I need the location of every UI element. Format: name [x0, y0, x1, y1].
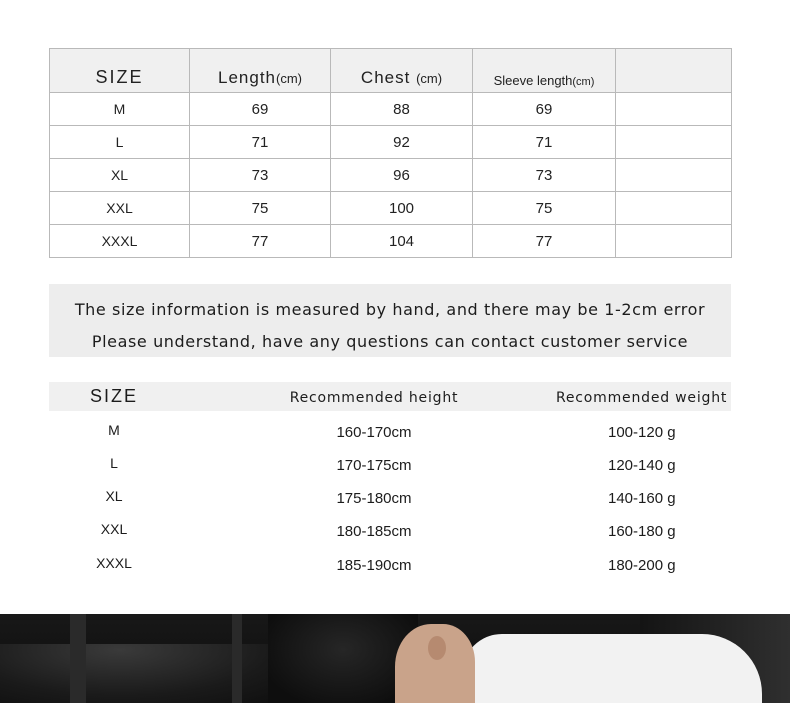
photo-ear: [428, 636, 446, 660]
rec-header-weight: Recommended weight: [556, 390, 728, 406]
rec-weight: 180-200 g: [608, 557, 676, 574]
rec-size: L: [110, 455, 118, 471]
model-photo: [0, 614, 790, 703]
rec-size: XL: [105, 488, 123, 504]
chest-cell: 100: [331, 192, 473, 225]
photo-pillar: [70, 614, 86, 703]
chest-cell: 96: [331, 159, 473, 192]
rec-height: 170-175cm: [336, 457, 412, 474]
sleeve-cell: 71: [473, 126, 616, 159]
rec-weight: 100-120 g: [608, 424, 676, 441]
rec-size: XXXL: [96, 555, 132, 571]
rec-header-height: Recommended height: [289, 390, 459, 406]
list-item: [49, 455, 731, 488]
header-length-label: Length: [218, 68, 276, 87]
table-row: [50, 192, 732, 225]
sleeve-cell: 77: [473, 225, 616, 258]
rec-weight: 140-160 g: [608, 490, 676, 507]
table-row: [50, 126, 732, 159]
rec-weight: 120-140 g: [608, 457, 676, 474]
chest-cell: 88: [331, 93, 473, 126]
length-cell: 69: [190, 93, 331, 126]
header-length: [190, 49, 331, 93]
rec-height: 180-185cm: [336, 523, 412, 540]
rec-size: M: [108, 422, 120, 438]
empty-cell: [616, 225, 732, 258]
length-cell: 73: [190, 159, 331, 192]
header-sleeve-unit: (cm): [572, 76, 595, 88]
size-cell: M: [50, 93, 190, 126]
rec-header-size: SIZE: [89, 386, 138, 406]
rec-height: 185-190cm: [336, 557, 412, 574]
header-sleeve-label: Sleeve length: [493, 73, 573, 88]
size-cell: L: [50, 126, 190, 159]
empty-cell: [616, 126, 732, 159]
rec-height: 175-180cm: [336, 490, 412, 507]
header-size: SIZE: [50, 49, 190, 93]
rec-weight: 160-180 g: [608, 523, 676, 540]
sleeve-cell: 73: [473, 159, 616, 192]
header-chest-label: Chest: [360, 68, 411, 87]
header-length-unit: (cm): [276, 71, 302, 86]
header-chest-unit: (cm): [416, 71, 443, 86]
size-chart-header-row: [50, 49, 732, 93]
size-chart-table: [49, 48, 732, 258]
list-item: [49, 521, 731, 554]
chest-cell: 104: [331, 225, 473, 258]
length-cell: 75: [190, 192, 331, 225]
sleeve-cell: 75: [473, 192, 616, 225]
size-cell: XXXL: [50, 225, 190, 258]
photo-pillar: [232, 614, 242, 703]
notice-line-2: Please understand, have any questions can contact customer service: [91, 332, 689, 351]
table-row: [50, 159, 732, 192]
list-item: [49, 555, 731, 588]
length-cell: 71: [190, 126, 331, 159]
chest-cell: 92: [331, 126, 473, 159]
rec-size: XXL: [100, 521, 128, 537]
header-empty: [616, 49, 732, 93]
recommendation-header: [49, 382, 731, 411]
header-chest: [331, 49, 473, 93]
empty-cell: [616, 93, 732, 126]
size-cell: XL: [50, 159, 190, 192]
header-sleeve: [473, 49, 616, 93]
photo-background-floor: [0, 644, 300, 703]
photo-shirt: [462, 634, 762, 703]
empty-cell: [616, 192, 732, 225]
length-cell: 77: [190, 225, 331, 258]
empty-cell: [616, 159, 732, 192]
list-item: [49, 488, 731, 521]
table-row: [50, 225, 732, 258]
list-item: [49, 422, 731, 455]
table-row: [50, 93, 732, 126]
size-cell: XXL: [50, 192, 190, 225]
measurement-notice: [49, 284, 731, 357]
notice-line-1: The size information is measured by hand, and there may be 1-2cm error: [74, 300, 706, 319]
sleeve-cell: 69: [473, 93, 616, 126]
rec-height: 160-170cm: [336, 424, 412, 441]
